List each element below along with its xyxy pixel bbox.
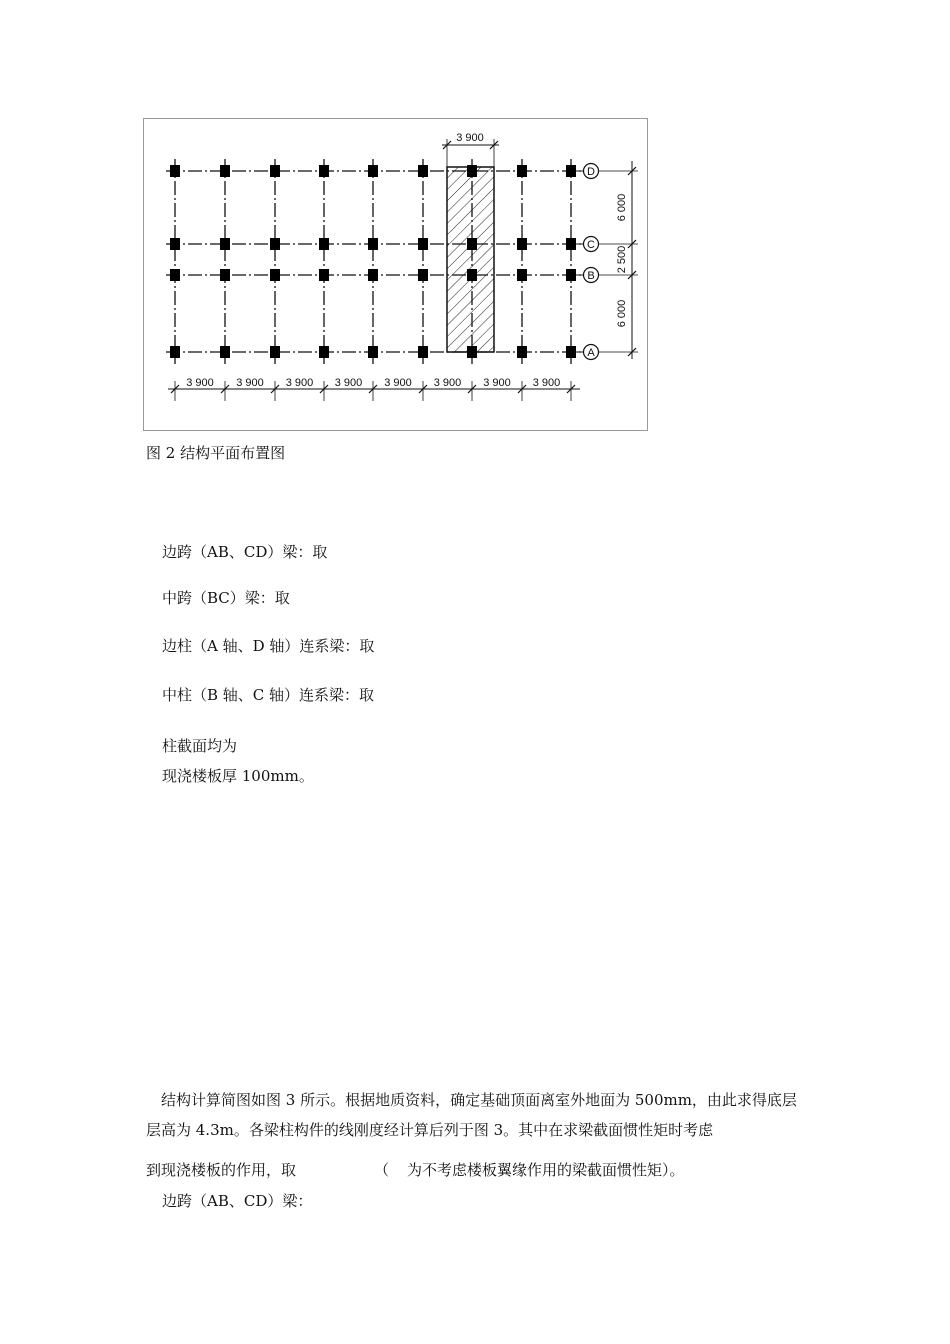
column-dimension-label: 3 900 xyxy=(236,377,264,389)
column-mark xyxy=(270,346,280,358)
column-dimension-label: 3 900 xyxy=(334,377,363,389)
column-mark xyxy=(566,238,576,250)
column-mark xyxy=(368,346,378,358)
column-mark xyxy=(170,165,180,177)
column-mark xyxy=(566,165,576,177)
edge-column-tie-text: 边柱（A 轴、D 轴）连系梁：取 xyxy=(162,637,375,655)
edge-span-beam-text: 边跨（AB、CD）梁：取 xyxy=(162,543,328,561)
column-mark xyxy=(270,238,280,250)
axis-label-C: C xyxy=(587,239,595,251)
calculation-paragraph: 结构计算简图如图 3 所示。根据地质资料，确定基础顶面离室外地面为 500mm，由此求得底层层高为 4.3m。各梁柱构件的线刚度经计算后列于图 3。其中在求梁截面惯性矩时考虑 xyxy=(146,1091,797,1139)
mid-span-beam-text: 中跨（BC）梁：取 xyxy=(162,589,290,607)
slab-thickness-text: 现浇楼板厚 100mm。 xyxy=(162,767,314,785)
column-mark xyxy=(368,165,378,177)
column-mark xyxy=(467,165,477,177)
column-mark xyxy=(220,346,230,358)
column-mark xyxy=(566,269,576,281)
column-dimension-label: 3 900 xyxy=(483,377,511,389)
column-mark xyxy=(270,269,280,281)
column-mark xyxy=(319,238,329,250)
column-mark xyxy=(467,238,477,250)
column-mark xyxy=(418,269,428,281)
column-dimension-label: 3 900 xyxy=(384,377,412,389)
paragraph-text-a: 到现浇楼板的作用，取 xyxy=(146,1161,297,1179)
structural-plan-figure xyxy=(143,118,648,431)
column-mark xyxy=(220,269,230,281)
column-dimension-label: 3 900 xyxy=(532,377,561,389)
column-mark xyxy=(418,238,428,250)
column-mark xyxy=(170,238,180,250)
column-mark xyxy=(220,165,230,177)
row-dimension-label: 6 000 xyxy=(616,193,628,222)
column-mark xyxy=(418,346,428,358)
axis-label-B: B xyxy=(587,270,595,282)
column-dimension-label: 3 900 xyxy=(285,377,314,389)
column-mark xyxy=(467,269,477,281)
column-mark xyxy=(368,269,378,281)
strip-dimension-label: 3 900 xyxy=(456,132,484,144)
column-mark xyxy=(418,165,428,177)
paragraph-open-paren: （ xyxy=(374,1161,390,1179)
column-mark xyxy=(270,165,280,177)
mid-column-tie-text: 中柱（B 轴、C 轴）连系梁：取 xyxy=(162,686,375,704)
column-mark xyxy=(517,346,527,358)
column-mark xyxy=(566,346,576,358)
column-mark xyxy=(517,269,527,281)
axis-label-A: A xyxy=(587,347,595,359)
hatched-floor-strip xyxy=(447,167,494,352)
edge-span-beam-text-2: 边跨（AB、CD）梁： xyxy=(162,1192,313,1210)
column-mark xyxy=(368,238,378,250)
calculation-paragraph-cont xyxy=(146,1155,808,1185)
column-mark xyxy=(517,165,527,177)
row-dimension-label: 2 500 xyxy=(616,245,628,274)
column-dimension-label: 3 900 xyxy=(186,377,214,389)
column-mark xyxy=(319,346,329,358)
column-section-text: 柱截面均为 xyxy=(162,737,238,755)
column-mark xyxy=(319,269,329,281)
axis-label-D: D xyxy=(587,166,595,178)
column-mark xyxy=(517,238,527,250)
column-mark xyxy=(467,346,477,358)
structural-plan-drawing xyxy=(144,119,649,432)
column-dimension-label: 3 900 xyxy=(433,377,462,389)
column-mark xyxy=(220,238,230,250)
row-dimension-label: 6 000 xyxy=(616,299,628,328)
paragraph-text-b: 为不考虑楼板翼缘作用的梁截面惯性矩）。 xyxy=(407,1161,685,1179)
figure-caption: 图 2 结构平面布置图 xyxy=(146,444,286,462)
column-mark xyxy=(319,165,329,177)
column-mark xyxy=(170,269,180,281)
column-mark xyxy=(170,346,180,358)
